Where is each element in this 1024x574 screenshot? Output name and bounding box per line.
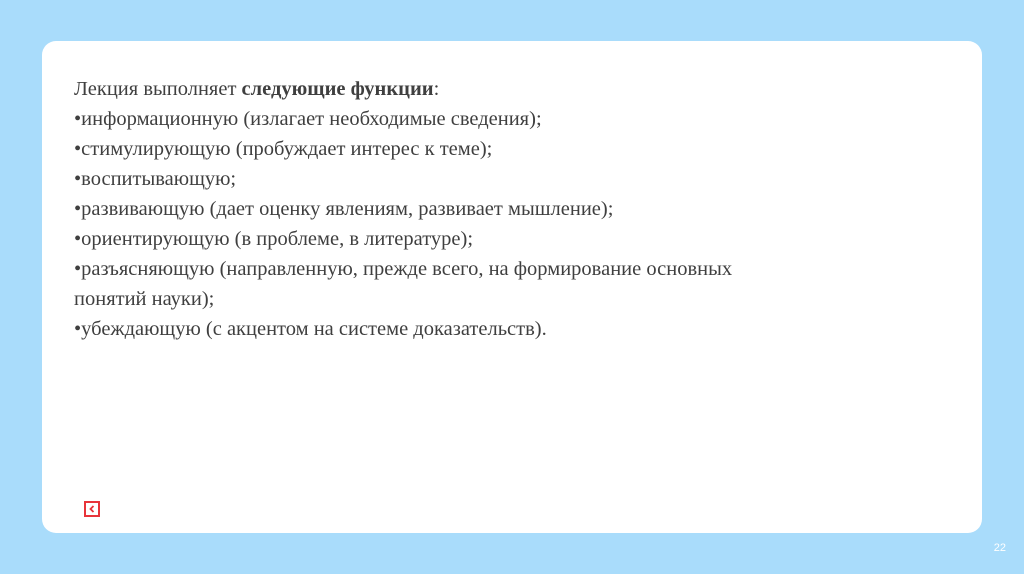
- list-item: •ориентирующую (в проблеме, в литературе);: [74, 228, 474, 250]
- intro-line: [74, 74, 954, 104]
- slide-content: [74, 74, 954, 344]
- list-item: •развивающую (дает оценку явлениям, развивает мышление);: [74, 198, 614, 220]
- slide-card: [42, 41, 982, 533]
- list-item: •информационную (излагает необходимые сведения);: [74, 108, 542, 130]
- list-item: •воспитывающую;: [74, 168, 237, 190]
- list-item-continuation: понятий науки);: [74, 288, 215, 310]
- list-item: •разъясняющую (направленную, прежде всего, на формирование основных: [74, 258, 733, 280]
- chevron-left-icon: [88, 505, 96, 513]
- intro-prefix: Лекция выполняет: [74, 78, 242, 100]
- back-button[interactable]: [84, 501, 100, 517]
- page-number: 22: [993, 542, 1006, 554]
- intro-suffix: :: [433, 78, 440, 100]
- list-item: •стимулирующую (пробуждает интерес к теме);: [74, 138, 493, 160]
- intro-bold: следующие функции: [241, 78, 434, 100]
- list-item: •убеждающую (с акцентом на системе доказательств).: [74, 318, 547, 340]
